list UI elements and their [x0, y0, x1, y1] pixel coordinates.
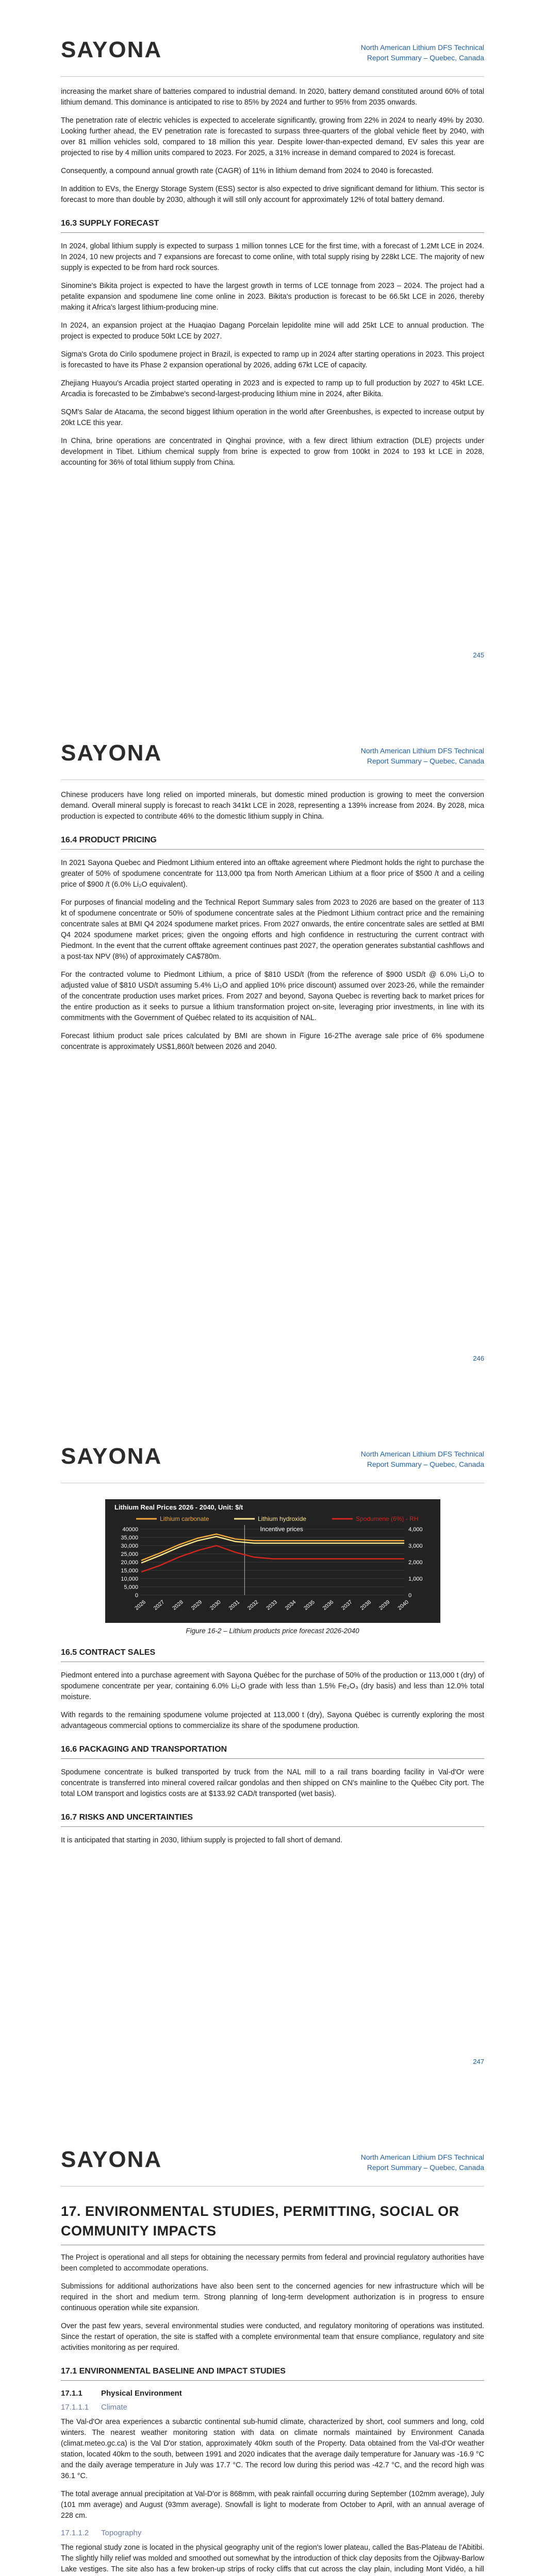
price-forecast-chart [105, 1499, 440, 1623]
paragraph: With regards to the remaining spodumene volume projected at 113,000 t (dry), Sayona Québec is currently exploring the most advantageous commercial options to commercialize its share of the spodumene production. [61, 1711, 484, 1730]
page-number: 247 [473, 2058, 484, 2065]
x-tick: 2028 [171, 1599, 185, 1612]
paragraph: Forecast lithium product sale prices calculated by BMI are shown in Figure 16-2The average sale price of 6% spodumene concentrate is approximately US$1,860/t between 2026 and 2040. [61, 1032, 484, 1051]
incentive-annotation: Incentive prices [259, 1526, 303, 1533]
y-tick-left: 5,000 [123, 1584, 138, 1590]
page-246 [0, 703, 544, 1406]
page-header [0, 0, 544, 82]
y-tick-right: 2,000 [408, 1560, 423, 1566]
y-tick-right: 4,000 [408, 1527, 423, 1533]
x-tick: 2034 [284, 1599, 297, 1612]
paragraph: Over the past few years, several environmental studies were conducted, and regulatory monitoring of operations was instituted. Since the restart of operation, the site is staffed with a complete environmental team that ensure compliance, regulatory and site activities monitoring as per required. [61, 2322, 484, 2352]
paragraph: In 2024, an expansion project at the Huaqiao Dagang Porcelain lepidolite mine will add 25kt LCE to annual production. The project is expected to produce 50kt LCE by 2027. [61, 321, 484, 341]
paragraph: In 2024, global lithium supply is expected to surpass 1 million tonnes LCE for the first time, with a forecast of 1.2Mt LCE in 2024. In 2024, 10 new projects and 7 expansions are forecast to come online, with total supply rising by 228kt LCE. The majority of new supply is expected to be from hard rock sources. [61, 242, 484, 272]
paragraph: Submissions for additional authorizations have also been sent to the concerned agencies for new infrastructure which will be required in the short and medium term. Strong planning of long-term development authorization is in progress to ensure continuous operation while site expansion. [61, 2282, 484, 2312]
paragraph: Piedmont entered into a purchase agreement with Sayona Québec for the purchase of 50% of the production or 113,000 t (dry) of spodumene concentrate per year, containing 6.0% Li₂O grade with less than 1.5% Fe₂O₃ (dry basis) and less than 12.0% total moisture. [61, 1671, 484, 1701]
paragraph: The total average annual precipitation at Val-D'or is 868mm, with peak rainfall occurring during September (102mm average), July (101 mm average) and August (93mm average). Snowfall is light to moderate from October to April, with an annual average of 228 cm. [61, 2490, 484, 2520]
header-title: North American Lithium DFS Technical Report Summary – Quebec, Canada [360, 2153, 484, 2172]
page-header [0, 2110, 544, 2192]
y-tick-left: 0 [135, 1592, 138, 1599]
subsubsection-heading: 17.1.1.1 Climate [61, 2403, 127, 2412]
sayona-logo [61, 740, 185, 771]
sayona-logo [61, 37, 185, 68]
logo-text: SAYONA [61, 740, 162, 766]
header-title: North American Lithium DFS Technical Report Summary – Quebec, Canada [360, 1450, 484, 1468]
legend-label: Spodumene (6%) - RH [355, 1515, 418, 1522]
page-248 [0, 2110, 544, 2576]
x-tick: 2035 [302, 1599, 316, 1612]
paragraph: SQM's Salar de Atacama, the second biggest lithium operation in the world after Greenbushes, is expected to increase output by 20kt LCE this year. [61, 408, 484, 427]
subsubsection-heading: 17.1.1.2 Topography [61, 2529, 142, 2537]
sayona-logo [61, 1444, 185, 1475]
series-line [141, 1546, 404, 1572]
header-rule [61, 2186, 484, 2187]
x-tick: 2031 [227, 1599, 241, 1612]
paragraph: The Val-d'Or area experiences a subarctic continental sub-humid climate, characterized by short, cool summers and long, cold winters. The nearest weather monitoring station with data on climate normals maintained by Environment Canada (climat.meteo.gc.ca) is the Val D'or station, approximately 40km south of the Property. Data obtained from the Val-d'Or weather station, located 40km to the south, between 1991 and 2020 indicates that the average daily temperature for January was -16.9 °C and the daily average temperature in July was 17.7 °C. The record low during this period was -42.7 °C, and the record high was 36.1 °C. [61, 2418, 484, 2480]
logo-text: SAYONA [61, 37, 162, 62]
x-tick: 2038 [358, 1599, 372, 1612]
page-number: 245 [473, 651, 484, 659]
header-title: North American Lithium DFS Technical Report Summary – Quebec, Canada [360, 747, 484, 765]
x-tick: 2037 [340, 1599, 354, 1612]
paragraph: For the contracted volume to Piedmont Lithium, a price of $810 USD/t (from the reference of $900 USD/t @ 6.0% Li₂O to adjusted value of $810 USD/t assuming 5.4% Li₂O and applied 10% price discount) assumed over 2023-26, while the remainder of the concentrate production uses market prices. From 2027 and beyond, Sayona Quebec is reverting back to market prices for the entire production as it seeks to pursue a lithium transformation project on-site, leveraging prior investments, in line with its commitments with the Government of Québec related to its acquisition of NAL. [61, 971, 484, 1022]
page-content [61, 2196, 484, 2576]
x-tick: 2032 [246, 1599, 259, 1612]
sayona-logo [61, 2147, 185, 2178]
section-heading: 17.1 ENVIRONMENTAL BASELINE AND IMPACT STUDIES [61, 2367, 484, 2381]
chapter-heading: 17. ENVIRONMENTAL STUDIES, PERMITTING, SOCIAL OR COMMUNITY IMPACTS [61, 2201, 484, 2245]
section-heading: 16.4 PRODUCT PRICING [61, 836, 484, 850]
logo-text: SAYONA [61, 1444, 162, 1469]
paragraph: Sinomine's Bikita project is expected to have the largest growth in terms of LCE tonnage from 2023 – 2024. The project had a petalite expansion and spodumene line come online in 2023. Bikita's production is forecast to be 66.5kt LCE in 2026, thereby making it Africa's largest lithium-producing mine. [61, 282, 484, 312]
paragraph: Chinese producers have long relied on imported minerals, but domestic mined production is growing to meet the conversion demand. Overall mineral supply is forecast to reach 341kt LCE in 2028, representing a 139% increase from 2024. By 2028, mica production is expected to contribute 46% to the domestic lithium supply in China. [61, 791, 484, 821]
legend-label: Lithium carbonate [159, 1515, 209, 1522]
page-header [0, 703, 544, 786]
subsection-heading: 17.1.1 Physical Environment [61, 2389, 182, 2398]
header-rule [61, 76, 484, 77]
page-header [0, 1406, 544, 1489]
page-content [61, 790, 484, 1060]
y-tick-left: 10,000 [120, 1576, 138, 1582]
section-heading: 16.3 SUPPLY FORECAST [61, 219, 484, 233]
y-tick-right: 3,000 [408, 1543, 423, 1549]
page-245 [0, 0, 544, 703]
paragraph: Consequently, a compound annual growth rate (CAGR) of 11% in lithium demand from 2024 to 2040 is forecasted. [61, 167, 434, 175]
chart-title: Lithium Real Prices 2026 - 2040, Unit: $/t [114, 1503, 243, 1511]
x-tick: 2036 [321, 1599, 335, 1612]
paragraph: Sigma's Grota do Cirilo spodumene project in Brazil, is expected to ramp up in 2024 after starting operations in 2023. This project is forecasted to have its Phase 2 expansion operational by 2026, adding 67kt LCE of capacity. [61, 350, 484, 369]
section-heading: 16.7 RISKS AND UNCERTAINTIES [61, 1813, 484, 1827]
x-tick: 2040 [396, 1599, 410, 1612]
x-tick: 2026 [133, 1599, 147, 1612]
y-tick-right: 0 [408, 1592, 411, 1599]
x-tick: 2039 [377, 1599, 391, 1612]
paragraph: For purposes of financial modeling and the Technical Report Summary sales from 2023 to 2026 are based on the greater of 113 kt of spodumene concentrate or 50% of spodumene concentrate sales at the Piedmont Lithium contract price and the remaining concentrate sales at BMI Q4 2024 spodumene market prices. From 2027 onwards, the entire concentrate sales are settled at BMI Q4 2024 spodumene market prices; given the ongoing efforts and high confidence in restructuring the current contract with Piedmont. In the event that the current offtake agreement continues past 2027, the operation generates substantial cashflows and a post-tax NPV (8%) of approximately CA$780m. [61, 899, 484, 961]
section-heading: 16.5 CONTRACT SALES [61, 1648, 484, 1662]
figure-caption: Figure 16-2 – Lithium products price forecast 2026-2040 [186, 1627, 359, 1635]
paragraph: It is anticipated that starting in 2030, lithium supply is projected to fall short of demand. [61, 1836, 342, 1844]
x-tick: 2033 [265, 1599, 278, 1612]
header-title: North American Lithium DFS Technical Report Summary – Quebec, Canada [360, 43, 484, 62]
x-tick: 2030 [208, 1599, 222, 1612]
page-247 [0, 1406, 544, 2110]
page-content [61, 87, 484, 476]
y-tick-left: 20,000 [120, 1560, 138, 1566]
header-rule [61, 779, 484, 780]
y-tick-left: 35,000 [120, 1535, 138, 1541]
logo-text: SAYONA [61, 2147, 162, 2172]
y-tick-left: 25,000 [120, 1551, 138, 1557]
page-number: 246 [473, 1354, 484, 1362]
paragraph: Spodumene concentrate is bulked transported by truck from the NAL mill to a rail trans boarding facility in Val-d'Or were concentrate is transferred into mineral covered railcar gondolas and then shipped on CN's mainline to the Québec City port. The total LOM transport and logistics costs are at $133.92 CAD/t transported (wet basis). [61, 1768, 484, 1798]
paragraph: In addition to EVs, the Energy Storage System (ESS) sector is also expected to drive significant demand for lithium. This sector is forecast to more than double by 2030, although it will still only account for approximately 12% of total battery demand. [61, 185, 484, 204]
paragraph: Zhejiang Huayou's Arcadia project started operating in 2023 and is expected to ramp up to full production by 2027 to 45kt LCE. Arcadia is forecasted to be Zimbabwe's second-largest-producing lithium mine in 2024, after Bikita. [61, 379, 484, 398]
paragraph: The Project is operational and all steps for obtaining the necessary permits from federal and provincial regulatory authorities have been completed to accommodate operations. [61, 2253, 484, 2273]
x-tick: 2029 [190, 1599, 203, 1612]
paragraph: In China, brine operations are concentrated in Qinghai province, with a few direct lithium extraction (DLE) projects under development in Tibet. Lithium chemical supply from brine is expected to grow from 100kt in 2024 to 193 kt LCE in 2028, accounting for 36% of total lithium supply from China. [61, 437, 484, 467]
y-tick-left: 30,000 [120, 1543, 138, 1549]
y-tick-left: 15,000 [120, 1568, 138, 1574]
page-content [61, 1493, 484, 1853]
section-heading: 16.6 PACKAGING AND TRANSPORTATION [61, 1745, 484, 1759]
y-tick-left: 40000 [122, 1527, 138, 1533]
paragraph: increasing the market share of batteries compared to industrial demand. In 2020, battery demand constituted around 60% of total lithium demand. This dominance is anticipated to rise to 85% by 2024 and further to 95% from 2035 onwards. [61, 88, 484, 107]
y-tick-right: 1,000 [408, 1576, 423, 1582]
legend-label: Lithium hydroxide [257, 1515, 306, 1522]
chart-svg [105, 1499, 440, 1623]
paragraph: The regional study zone is located in the physical geography unit of the region's lower plateau, called the Bas-Plateau de l'Abitibi. The slightly hilly relief was molded and smoothed out somewhat by the introduction of thick clay deposits from the Ojibway-Barlow Lake vestiges. The site also has a few broken-up strips of rocky cliffs that cut across the clay plain, including Mont Vidéo, a hill [61, 2544, 484, 2573]
paragraph: In 2021 Sayona Quebec and Piedmont Lithium entered into an offtake agreement where Piedmont holds the right to purchase the greater of 50% of spodumene concentrate for 113,000 tpa from North American Lithium at a floor price of $500 /t and a ceiling price of $900 /t (6.0% Li₂O equivalent). [61, 859, 484, 889]
x-tick: 2027 [152, 1599, 166, 1612]
paragraph: The penetration rate of electric vehicles is expected to accelerate significantly, growing from 22% in 2024 to nearly 49% by 2030. Looking further ahead, the EV penetration rate is forecasted to surpass three-quarters of the global vehicle fleet by 2040, with over 81 million vehicles sold, compared to 18 million this year. Despite lower-than-expected demand, EV sales this year are projected to rise by 4 million units compared to 2023. For 2025, a 31% increase in demand compared to 2024 is forecast. [61, 116, 484, 157]
